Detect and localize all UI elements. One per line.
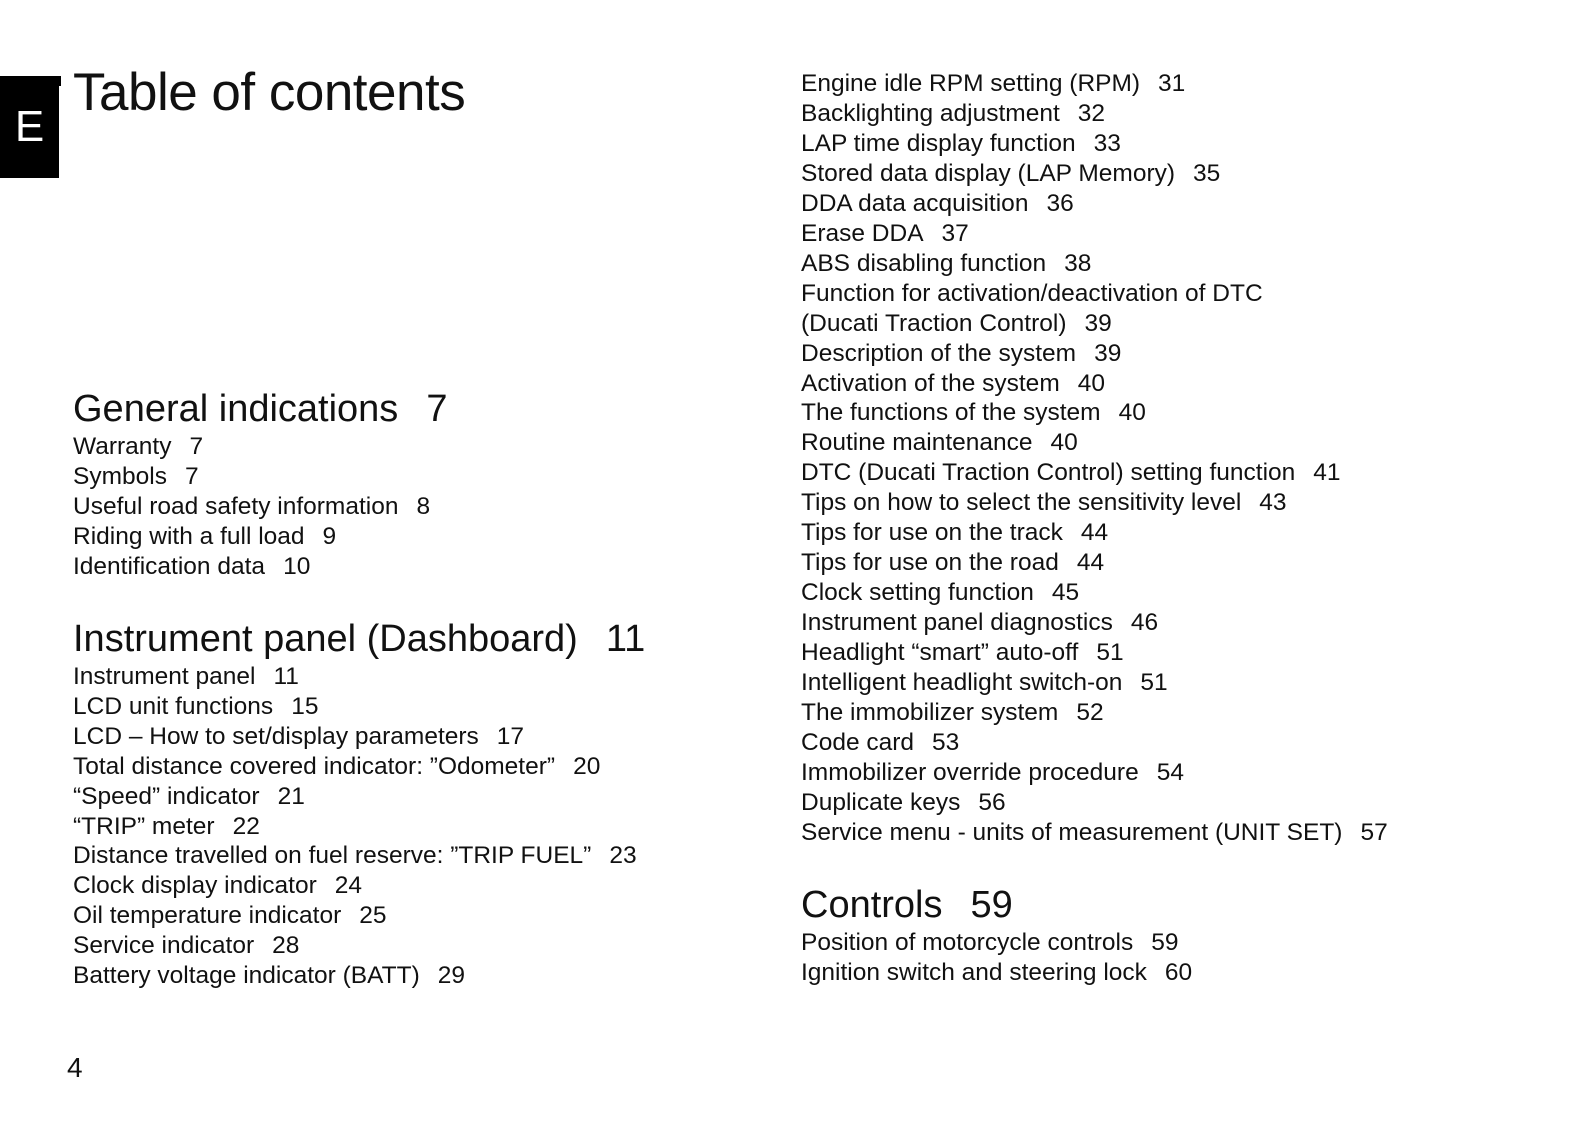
- toc-entry[interactable]: [801, 818, 1501, 848]
- toc-entry-page: 57: [1360, 818, 1388, 846]
- toc-entry-label: Description of the system: [801, 339, 1077, 367]
- toc-section: [73, 616, 773, 991]
- toc-entry-label: “Speed” indicator: [73, 782, 260, 810]
- toc-entry[interactable]: [73, 722, 773, 752]
- toc-entry-page: 52: [1076, 699, 1104, 727]
- toc-entry[interactable]: [73, 931, 773, 961]
- toc-entry-page: 39: [1094, 339, 1122, 367]
- toc-entry-label: Battery voltage indicator (BATT): [73, 962, 420, 990]
- toc-entry-label: LAP time display function: [801, 129, 1076, 157]
- toc-entry-page: 33: [1093, 129, 1121, 157]
- toc-entry[interactable]: [801, 458, 1501, 488]
- toc-entry[interactable]: [73, 782, 773, 812]
- toc-entry[interactable]: [801, 339, 1501, 369]
- toc-entry-label: Tips for use on the road: [801, 549, 1059, 577]
- toc-entry-label: “TRIP” meter: [73, 812, 215, 840]
- toc-entry[interactable]: [801, 279, 1501, 309]
- toc-entry-label: Headlight “smart” auto-off: [801, 639, 1079, 667]
- toc-entry-page: 10: [283, 552, 311, 580]
- toc-entry[interactable]: [73, 492, 773, 522]
- toc-entry-label: Clock setting function: [801, 579, 1034, 607]
- toc-entry-page: 38: [1064, 249, 1092, 277]
- toc-entry-page: 21: [277, 782, 305, 810]
- section-heading-label: General indications: [73, 388, 399, 430]
- toc-entry-page: 37: [941, 219, 969, 247]
- toc-entry-page: 8: [416, 492, 431, 520]
- toc-entry-page: 25: [359, 902, 387, 930]
- section-heading-general-indications[interactable]: [73, 386, 773, 432]
- toc-entry[interactable]: [801, 638, 1501, 668]
- toc-section: [801, 69, 1501, 848]
- toc-entry[interactable]: [73, 752, 773, 782]
- section-heading-controls[interactable]: [801, 882, 1501, 928]
- toc-entry-label: Tips for use on the track: [801, 519, 1063, 547]
- toc-entry[interactable]: [801, 488, 1501, 518]
- toc-entry-page: 17: [496, 722, 525, 750]
- toc-entry-page: 32: [1077, 99, 1106, 127]
- toc-entry-page: 31: [1158, 70, 1186, 97]
- section-heading-page: 11: [605, 617, 646, 660]
- toc-entry[interactable]: [801, 428, 1501, 458]
- toc-entry-page: 59: [1151, 928, 1179, 956]
- toc-entry-page: 24: [334, 872, 363, 900]
- toc-entry-page: 40: [1077, 369, 1105, 397]
- toc-entry-page: 53: [932, 728, 960, 756]
- tab-divider: [59, 76, 61, 86]
- toc-entry[interactable]: [801, 728, 1501, 758]
- toc-entry[interactable]: [801, 668, 1501, 698]
- toc-entry-label: LCD – How to set/display parameters: [73, 722, 479, 750]
- toc-entry[interactable]: [801, 608, 1501, 638]
- toc-entry-label: LCD unit functions: [73, 692, 274, 720]
- toc-entry-page: 56: [978, 788, 1006, 816]
- toc-entry[interactable]: [801, 548, 1501, 578]
- toc-entry-label: ABS disabling function: [801, 249, 1047, 277]
- toc-entry-label: Erase DDA: [801, 219, 924, 247]
- section-heading-label: Controls: [801, 883, 943, 926]
- toc-entry-label: Distance travelled on fuel reserve: ”TRIP FUEL”: [73, 842, 592, 870]
- toc-entry[interactable]: [801, 758, 1501, 788]
- toc-entry-label: Immobilizer override procedure: [801, 758, 1139, 786]
- toc-entry-page: 44: [1080, 519, 1109, 547]
- toc-entry-label: Riding with a full load: [73, 522, 305, 550]
- toc-left-column: [73, 386, 773, 1025]
- toc-entry-label: Tips on how to select the sensitivity level: [801, 489, 1242, 517]
- toc-entry[interactable]: [801, 518, 1501, 548]
- toc-entry-label: The functions of the system: [801, 399, 1101, 427]
- toc-entry-list: [73, 662, 773, 991]
- toc-entry-page: 60: [1164, 958, 1193, 986]
- toc-entry[interactable]: [73, 522, 773, 552]
- toc-entry-page: 35: [1193, 159, 1221, 187]
- toc-entry-page: 22: [232, 812, 260, 840]
- toc-entry-page: 9: [322, 522, 337, 550]
- toc-entry[interactable]: [73, 841, 773, 871]
- toc-entry-page: 40: [1118, 399, 1146, 427]
- toc-entry-page: 45: [1051, 579, 1080, 607]
- toc-entry-page: 40: [1050, 429, 1078, 457]
- toc-entry-page: 20: [573, 752, 601, 780]
- toc-entry-page: 11: [273, 662, 299, 690]
- toc-entry[interactable]: [73, 432, 773, 462]
- toc-entry[interactable]: [801, 159, 1501, 189]
- toc-entry[interactable]: [801, 309, 1501, 339]
- toc-entry-label: Instrument panel diagnostics: [801, 609, 1113, 637]
- toc-entry[interactable]: [801, 369, 1501, 399]
- toc-entry-label: Backlighting adjustment: [801, 99, 1060, 127]
- toc-entry-label: Engine idle RPM setting (RPM): [801, 70, 1141, 97]
- toc-entry-page: 54: [1156, 758, 1184, 786]
- page-number: 4: [67, 1052, 83, 1083]
- toc-entry[interactable]: [73, 692, 773, 722]
- toc-entry-label: Clock display indicator: [73, 872, 317, 900]
- toc-entry-label: Code card: [801, 728, 915, 756]
- toc-entry-page: 43: [1259, 489, 1287, 517]
- section-heading-page: 59: [970, 883, 1013, 926]
- toc-entry[interactable]: [801, 398, 1501, 428]
- toc-entry[interactable]: [73, 812, 773, 842]
- toc-entry-page: 15: [291, 692, 319, 720]
- toc-entry[interactable]: [801, 99, 1501, 129]
- toc-entry-page: 41: [1313, 459, 1341, 487]
- toc-section: [73, 386, 773, 582]
- toc-entry[interactable]: [73, 871, 773, 901]
- toc-entry-label: Identification data: [73, 552, 266, 580]
- toc-entry-page: 51: [1096, 639, 1124, 667]
- toc-entry-label: DTC (Ducati Traction Control) setting function: [801, 459, 1296, 487]
- toc-entry-label: Useful road safety information: [73, 492, 399, 520]
- toc-entry-page: 39: [1084, 309, 1112, 337]
- toc-entry-label: Instrument panel: [73, 662, 256, 690]
- toc-entry[interactable]: [801, 698, 1501, 728]
- toc-entry-page: 23: [609, 842, 637, 870]
- toc-entry[interactable]: [73, 662, 773, 692]
- toc-right-column: [801, 69, 1501, 1022]
- toc-entry-label: Ignition switch and steering lock: [801, 958, 1147, 986]
- toc-entry[interactable]: [801, 189, 1501, 219]
- toc-entry-page: 7: [184, 462, 199, 490]
- toc-entry-label: Routine maintenance: [801, 429, 1033, 457]
- toc-entry-page: 51: [1140, 669, 1168, 697]
- section-heading-page: 7: [426, 388, 448, 430]
- toc-entry-page: 28: [272, 932, 300, 960]
- toc-entry-page: 46: [1130, 609, 1159, 637]
- language-tab: E: [0, 76, 59, 178]
- toc-entry-list: [73, 432, 773, 582]
- toc-entry-label: Warranty: [73, 433, 172, 460]
- page-title: Table of contents: [73, 63, 466, 122]
- toc-entry-list: [801, 928, 1501, 988]
- toc-entry-label: Service indicator: [73, 932, 255, 960]
- toc-entry[interactable]: [801, 788, 1501, 818]
- toc-entry[interactable]: [73, 552, 773, 582]
- toc-entry-label: Position of motorcycle controls: [801, 928, 1134, 956]
- toc-entry-page: 29: [437, 962, 466, 990]
- toc-entry[interactable]: [73, 961, 773, 991]
- section-heading-instrument-panel-dashboard[interactable]: [73, 616, 773, 662]
- toc-entry[interactable]: [801, 69, 1501, 99]
- toc-entry-label: Stored data display (LAP Memory): [801, 159, 1176, 187]
- toc-entry-label: Function for activation/deactivation of DTC: [801, 279, 1263, 307]
- toc-entry[interactable]: [801, 578, 1501, 608]
- toc-entry-label: DDA data acquisition: [801, 189, 1029, 217]
- toc-entry[interactable]: [73, 901, 773, 931]
- toc-entry[interactable]: [801, 219, 1501, 249]
- toc-entry-list: [801, 69, 1501, 848]
- toc-entry-label: The immobilizer system: [801, 699, 1059, 727]
- toc-entry-label: Duplicate keys: [801, 788, 961, 816]
- toc-entry-page: 44: [1076, 549, 1105, 577]
- toc-entry-label: Activation of the system: [801, 369, 1060, 397]
- toc-entry-label: Intelligent headlight switch-on: [801, 669, 1123, 697]
- toc-entry[interactable]: [801, 129, 1501, 159]
- toc-entry-label: Total distance covered indicator: ”Odometer”: [73, 752, 556, 780]
- section-heading-label: Instrument panel (Dashboard): [73, 617, 578, 660]
- toc-section: [801, 882, 1501, 988]
- toc-entry-label: (Ducati Traction Control): [801, 309, 1067, 337]
- toc-entry-label: Symbols: [73, 462, 167, 490]
- toc-entry[interactable]: [801, 928, 1501, 958]
- toc-entry-page: 7: [189, 433, 204, 460]
- toc-entry[interactable]: [801, 958, 1501, 988]
- toc-entry[interactable]: [73, 462, 773, 492]
- toc-entry-page: 36: [1046, 189, 1074, 217]
- toc-entry[interactable]: [801, 249, 1501, 279]
- toc-entry-label: Oil temperature indicator: [73, 902, 342, 930]
- toc-entry-label: Service menu - units of measurement (UNIT SET): [801, 818, 1343, 846]
